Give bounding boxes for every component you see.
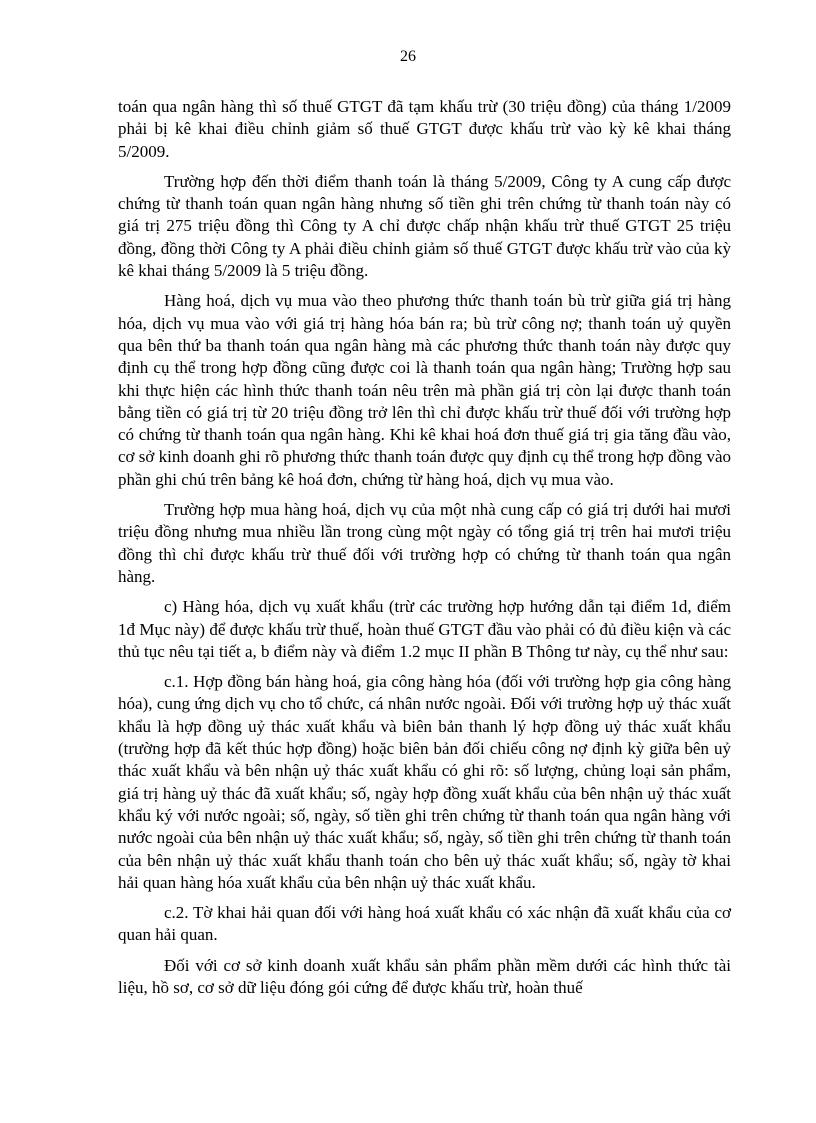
- paragraph-c1-contract: c.1. Hợp đồng bán hàng hoá, gia công hàng hóa (đối với trường hợp gia công hàng hóa), cung ứng dịch vụ cho tổ chức, cá nhân nước ngoài. Đối với trường hợp uỷ thác xuất khẩu là hợp đồng uỷ thác xuất khẩu và biên bản thanh lý hợp đồng uỷ thác xuất khẩu (trường hợp đã kết thúc hợp đồng) hoặc biên bản đối chiếu công nợ định kỳ giữa bên uỷ thác xuất khẩu và bên nhận uỷ thác xuất khẩu có ghi rõ: số lượng, chủng loại sản phẩm, giá trị hàng uỷ thác đã xuất khẩu; số, ngày hợp đồng xuất khẩu của bên nhận uỷ thác xuất khẩu ký với nước ngoài; số, ngày, số tiền ghi trên chứng từ thanh toán qua ngân hàng với nước ngoài của bên nhận uỷ thác xuất khẩu; số, ngày, số tiền ghi trên chứng từ thanh toán của bên nhận uỷ thác xuất khẩu thanh toán cho bên uỷ thác xuất khẩu; số, ngày tờ khai hải quan hàng hóa xuất khẩu của bên nhận uỷ thác xuất khẩu.: [118, 672, 731, 892]
- document-body: [118, 96, 731, 1007]
- paragraph-continuation: toán qua ngân hàng thì số thuế GTGT đã tạm khấu trừ (30 triệu đồng) của tháng 1/2009 phải bị kê khai điều chỉnh giảm số thuế GTGT được khấu trừ vào kỳ kê khai tháng 5/2009.: [118, 97, 731, 161]
- paragraph-c2-customs: c.2. Tờ khai hải quan đối với hàng hoá xuất khẩu có xác nhận đã xuất khẩu của cơ quan hải quan.: [118, 903, 731, 945]
- paragraph-software-export: Đối với cơ sở kinh doanh xuất khẩu sản phẩm phần mềm dưới các hình thức tài liệu, hồ sơ, cơ sở dữ liệu đóng gói cứng để được khấu trừ, hoàn thuế: [118, 955, 731, 997]
- paragraph-multiple-purchases: Trường hợp mua hàng hoá, dịch vụ của một nhà cung cấp có giá trị dưới hai mươi triệu đồng nhưng mua nhiều lần trong cùng một ngày có tổng giá trị trên hai mươi triệu đồng thì chỉ được khấu trừ thuế đối với trường hợp có chứng từ thanh toán qua ngân hàng.: [118, 500, 731, 586]
- paragraph-offset-payment: Hàng hoá, dịch vụ mua vào theo phương thức thanh toán bù trừ giữa giá trị hàng hóa, dịch vụ mua vào với giá trị hàng hóa bán ra; bù trừ công nợ; thanh toán uỷ quyền qua bên thứ ba thanh toán qua ngân hàng mà các phương thức thanh toán này được quy định cụ thể trong hợp đồng cũng được coi là thanh toán qua ngân hàng; Trường hợp sau khi thực hiện các hình thức thanh toán nêu trên mà phần giá trị còn lại được thanh toán bằng tiền có giá trị từ 20 triệu đồng trở lên thì chỉ được khấu trừ thuế đối với trường hợp có chứng từ thanh toán qua ngân hàng. Khi kê khai hoá đơn thuế giá trị gia tăng đầu vào, cơ sở kinh doanh ghi rõ phương thức thanh toán được quy định cụ thể trong hợp đồng vào phần ghi chú trên bảng kê hoá đơn, chứng từ hàng hoá, dịch vụ mua vào.: [118, 291, 731, 489]
- paragraph-export-goods: c) Hàng hóa, dịch vụ xuất khẩu (trừ các trường hợp hướng dẫn tại điểm 1d, điểm 1đ Mục này) để được khấu trừ thuế, hoàn thuế GTGT đầu vào phải có đủ điều kiện và các thủ tục nêu tại tiết a, b điểm này và điểm 1.2 mục II phần B Thông tư này, cụ thể như sau:: [118, 597, 731, 661]
- paragraph-company-a-case: Trường hợp đến thời điểm thanh toán là tháng 5/2009, Công ty A cung cấp được chứng từ thanh toán quan ngân hàng nhưng số tiền ghi trên chứng từ thanh toán này có giá trị 275 triệu đồng thì Công ty A chỉ được chấp nhận khấu trừ thuế GTGT 25 triệu đồng, đồng thời Công ty A phải điều chỉnh giảm số thuế GTGT được khấu trừ vào của kỳ kê khai tháng 5/2009 là 5 triệu đồng.: [118, 171, 731, 281]
- page-number: 26: [400, 48, 416, 65]
